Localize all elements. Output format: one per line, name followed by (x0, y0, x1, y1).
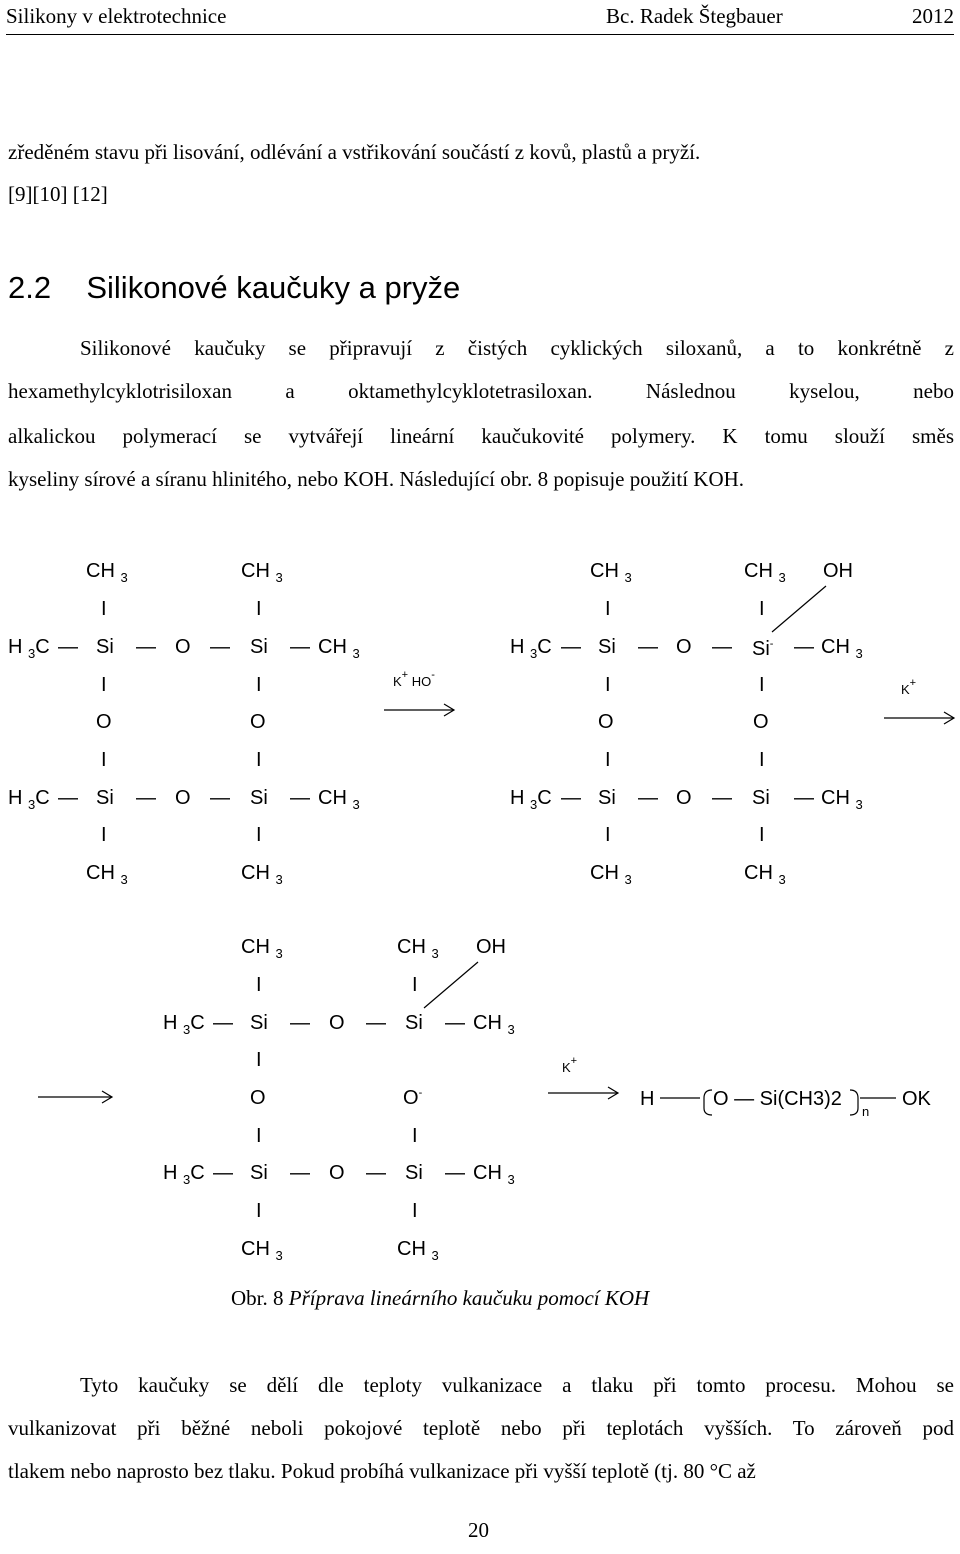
paragraph2-line-2: vulkanizovat při běžné neboli pokojové teplotě nebo při teplotách vyšších. To zároveň pod (8, 1416, 954, 1440)
oh-group: OH (476, 936, 506, 958)
ch3-group: CH $_3$ (241, 862, 283, 887)
horizontal-bond: — (290, 1162, 310, 1184)
vertical-bond: I (101, 749, 107, 771)
vertical-bond: I (101, 674, 107, 696)
o-atom: O (250, 1087, 266, 1109)
horizontal-bond: — (794, 636, 814, 658)
product-repeat-unit: O — Si(CH3)2 (713, 1088, 842, 1110)
horizontal-bond: — (638, 787, 658, 809)
ch3-group: CH $_3$ (590, 560, 632, 585)
ch3-group: CH $_3$ (397, 1238, 439, 1263)
oh-group: OH (823, 560, 853, 582)
paragraph1-line-1: Silikonové kaučuky se připravují z čistých cyklických siloxanů, a to konkrétně z (80, 336, 954, 360)
ch3-group: CH $_3$ (241, 560, 283, 585)
intro-line-1: zředěném stavu při lisování, odlévání a vstřikování součástí z kovů, plastů a pryží. (8, 140, 701, 164)
ch3-group: CH $_3$ (86, 560, 128, 585)
vertical-bond: I (101, 824, 107, 846)
page-number: 20 (468, 1518, 489, 1542)
horizontal-bond: — (712, 787, 732, 809)
ch3-group: CH $_3$ (473, 1162, 515, 1187)
reagent-koh: K+ HO- (393, 669, 435, 689)
o-atom: O (175, 636, 191, 658)
ch3-group: CH $_3$ (397, 936, 439, 961)
reaction-arrow-3 (38, 1090, 114, 1104)
oh-bond-line (422, 960, 482, 1010)
header-right: 2012 (912, 4, 954, 28)
o-atom: O (329, 1012, 345, 1034)
vertical-bond: I (101, 598, 107, 620)
horizontal-bond: — (213, 1162, 233, 1184)
ch3-group: CH $_3$ (473, 1012, 515, 1037)
horizontal-bond: — (136, 636, 156, 658)
o-atom: O (250, 711, 266, 733)
horizontal-bond: — (213, 1012, 233, 1034)
horizontal-bond: — (638, 636, 658, 658)
caption-prefix: Obr. 8 (231, 1286, 284, 1310)
vertical-bond: I (759, 749, 765, 771)
intro-line-2: [9][10] [12] (8, 182, 108, 206)
h3c-group: H $_3$C (510, 787, 552, 812)
vertical-bond: I (412, 1200, 418, 1222)
o-atom: O (329, 1162, 345, 1184)
horizontal-bond: — (290, 1012, 310, 1034)
section-title (8, 270, 460, 306)
vertical-bond: I (605, 598, 611, 620)
paragraph2-line-3: tlakem nebo naprosto bez tlaku. Pokud probíhá vulkanizace při vyšší teplotě (tj. 80 °C až (8, 1459, 756, 1483)
h3c-group: H $_3$C (8, 787, 50, 812)
header-left: Silikony v elektrotechnice (6, 4, 227, 28)
vertical-bond: I (605, 749, 611, 771)
header-rule (6, 34, 954, 35)
si-atom: Si (250, 1162, 268, 1184)
reaction-scheme-figure (0, 540, 960, 1280)
paragraph2-line-1: Tyto kaučuky se dělí dle teploty vulkanizace a tlaku při tomto procesu. Mohou se (80, 1373, 954, 1397)
si-anion: Si- (752, 638, 774, 660)
o-atom: O (175, 787, 191, 809)
vertical-bond: I (759, 598, 765, 620)
ch3-group: CH $_3$ (744, 862, 786, 887)
ch3-group: CH $_3$ (821, 787, 863, 812)
figure-caption (231, 1286, 649, 1311)
product-ok: OK (902, 1088, 931, 1110)
horizontal-bond: — (366, 1012, 386, 1034)
paragraph1-line-3: alkalickou polymerací se vytvářejí lineární kaučukovité polymery. K tomu slouží směs (8, 424, 954, 448)
reaction-arrow-2 (884, 711, 956, 725)
vertical-bond: I (256, 1200, 262, 1222)
o-atom: O (676, 636, 692, 658)
vertical-bond: I (256, 1125, 262, 1147)
si-atom: Si (250, 636, 268, 658)
paragraph1-line-2: hexamethylcyklotrisiloxan a oktamethylcyklotetrasiloxan. Následnou kyselou, nebo (8, 379, 954, 403)
vertical-bond: I (256, 974, 262, 996)
vertical-bond: I (605, 674, 611, 696)
header-center: Bc. Radek Štegbauer (606, 4, 783, 28)
page-header (6, 0, 954, 36)
vertical-bond: I (412, 974, 418, 996)
oh-bond-line (770, 584, 830, 634)
horizontal-bond: — (136, 787, 156, 809)
h3c-group: H $_3$C (163, 1162, 205, 1187)
horizontal-bond: — (445, 1012, 465, 1034)
horizontal-bond: — (712, 636, 732, 658)
product-h: H (640, 1088, 655, 1110)
section-number: 2.2 (8, 270, 52, 305)
horizontal-bond: — (561, 636, 581, 658)
si-atom: Si (752, 787, 770, 809)
si-atom: Si (598, 787, 616, 809)
si-atom: Si (96, 636, 114, 658)
section-title-text: Silikonové kaučuky a pryže (86, 270, 461, 305)
ch3-group: CH $_3$ (86, 862, 128, 887)
horizontal-bond: — (58, 636, 78, 658)
vertical-bond: I (256, 674, 262, 696)
vertical-bond: I (412, 1125, 418, 1147)
horizontal-bond: — (58, 787, 78, 809)
vertical-bond: I (759, 674, 765, 696)
h3c-group: H $_3$C (8, 636, 50, 661)
vertical-bond: I (256, 598, 262, 620)
ch3-group: CH $_3$ (318, 787, 360, 812)
ch3-group: CH $_3$ (318, 636, 360, 661)
ch3-group: CH $_3$ (821, 636, 863, 661)
reaction-arrow-4 (548, 1086, 620, 1100)
vertical-bond: I (256, 824, 262, 846)
o-atom: O (676, 787, 692, 809)
product-n: n (862, 1104, 870, 1119)
vertical-bond: I (605, 824, 611, 846)
vertical-bond: I (759, 824, 765, 846)
si-atom: Si (598, 636, 616, 658)
si-atom: Si (405, 1012, 423, 1034)
si-atom: Si (250, 787, 268, 809)
ch3-group: CH $_3$ (241, 1238, 283, 1263)
horizontal-bond: — (794, 787, 814, 809)
si-atom: Si (96, 787, 114, 809)
reagent-k-plus: K+ (901, 677, 917, 697)
ch3-group: CH $_3$ (241, 936, 283, 961)
horizontal-bond: — (366, 1162, 386, 1184)
horizontal-bond: — (290, 787, 310, 809)
ch3-group: CH $_3$ (590, 862, 632, 887)
o-anion: O- (403, 1087, 423, 1109)
caption-text: Příprava lineárního kaučuku pomocí KOH (288, 1286, 650, 1310)
o-atom: O (753, 711, 769, 733)
vertical-bond: I (256, 1049, 262, 1071)
h3c-group: H $_3$C (163, 1012, 205, 1037)
reaction-arrow-1 (384, 703, 456, 717)
horizontal-bond: — (210, 636, 230, 658)
horizontal-bond: — (290, 636, 310, 658)
ch3-group: CH $_3$ (744, 560, 786, 585)
o-atom: O (96, 711, 112, 733)
si-atom: Si (405, 1162, 423, 1184)
h3c-group: H $_3$C (510, 636, 552, 661)
o-atom: O (598, 711, 614, 733)
horizontal-bond: — (445, 1162, 465, 1184)
si-atom: Si (250, 1012, 268, 1034)
horizontal-bond: — (210, 787, 230, 809)
horizontal-bond: — (561, 787, 581, 809)
reagent-k-plus: K+ (562, 1055, 578, 1075)
vertical-bond: I (256, 749, 262, 771)
paragraph1-line-4: kyseliny sírové a síranu hlinitého, nebo KOH. Následující obr. 8 popisuje použití KOH. (8, 467, 745, 491)
